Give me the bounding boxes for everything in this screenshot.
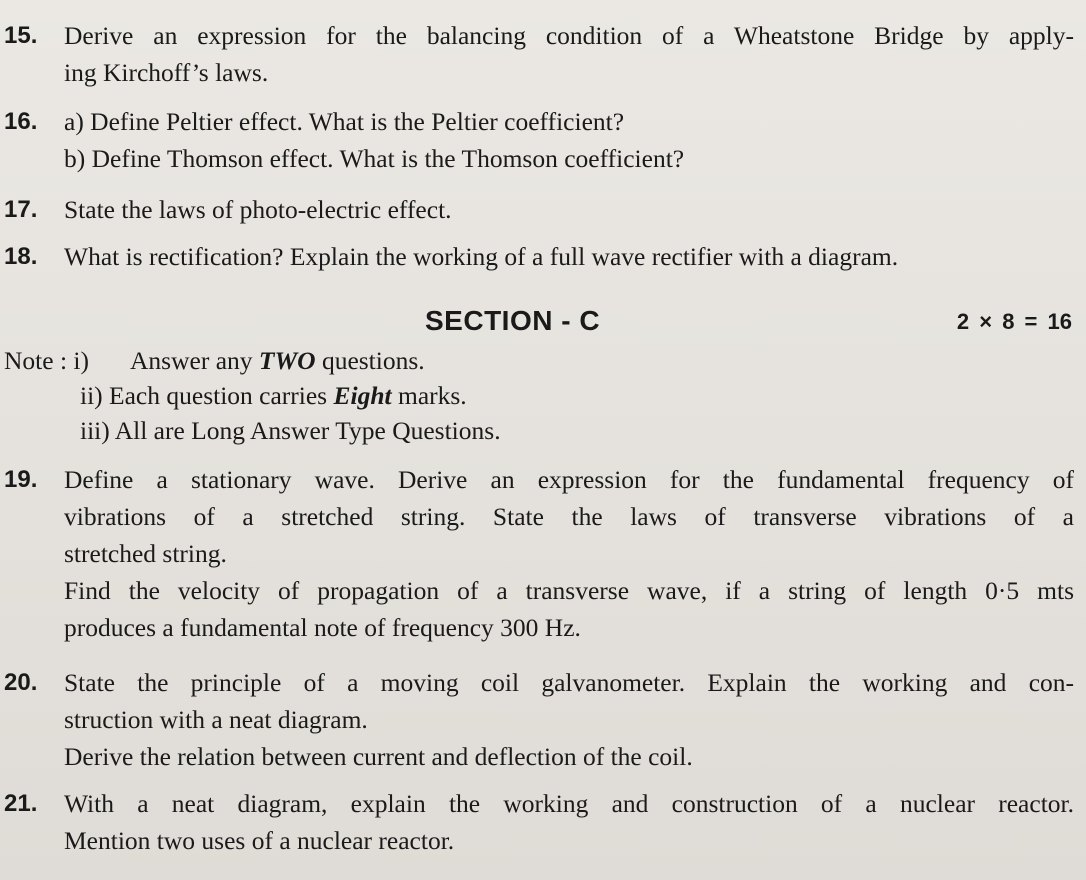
question-number: 15.	[4, 22, 38, 49]
question-number: 19.	[4, 466, 38, 493]
section-title: SECTION - C	[425, 305, 601, 336]
question-number: 17.	[4, 196, 38, 223]
question-line: With a neat diagram, explain the working and construction of a nuclear reactor.	[64, 789, 1074, 818]
question-line: stretched string.	[64, 539, 227, 568]
note-emphasis: TWO	[258, 346, 316, 375]
question-line: State the laws of photo-electric effect.	[64, 195, 452, 224]
note-item-ii	[80, 378, 1080, 413]
question-line: State the principle of a moving coil galvanometer. Explain the working and con-	[64, 668, 1074, 697]
question-line: produces a fundamental note of frequency 300 Hz.	[64, 613, 581, 642]
question-line: Mention two uses of a nuclear reactor.	[64, 826, 455, 855]
question-line: Derive an expression for the balancing condition of a Wheatstone Bridge by apply-	[64, 21, 1074, 50]
note-item-iii: iii) All are Long Answer Type Questions.	[80, 416, 501, 445]
question-15	[0, 17, 1080, 91]
question-line: ing Kirchoff’s laws.	[64, 58, 269, 87]
note-text: Answer any	[130, 346, 253, 375]
question-19	[0, 461, 1080, 646]
question-17	[0, 191, 1080, 228]
section-marks: 2 × 8 = 16	[956, 309, 1072, 334]
question-20	[0, 664, 1080, 775]
question-line: Define a stationary wave. Derive an expression for the fundamental frequency of	[64, 465, 1074, 494]
instructions-note	[0, 343, 1080, 448]
question-number: 18.	[4, 243, 38, 270]
question-number: 20.	[4, 669, 38, 696]
question-line: b) Define Thomson effect. What is the Thomson coefficient?	[64, 144, 685, 173]
note-emphasis: Eight	[333, 381, 392, 410]
question-18	[0, 238, 1080, 275]
note-text: ii) Each question carries	[80, 381, 328, 410]
question-line: Find the velocity of propagation of a transverse wave, if a string of length 0·5 mts	[64, 576, 1074, 605]
question-21	[0, 785, 1080, 859]
question-number: 16.	[4, 108, 38, 135]
question-line: What is rectification? Explain the working of a full wave rectifier with a diagram.	[64, 242, 899, 271]
note-label: Note : i)	[4, 346, 89, 375]
note-text: questions.	[321, 346, 425, 375]
question-line: Derive the relation between current and deflection of the coil.	[64, 742, 693, 771]
question-line: vibrations of a stretched string. State the laws of transverse vibrations of a	[64, 502, 1074, 531]
question-number: 21.	[4, 790, 38, 817]
question-line: a) Define Peltier effect. What is the Peltier coefficient?	[64, 107, 625, 136]
question-16	[0, 103, 1080, 177]
note-item-i	[130, 343, 1080, 378]
note-text: marks.	[397, 381, 467, 410]
section-heading	[0, 303, 1086, 343]
question-line: struction with a neat diagram.	[64, 705, 368, 734]
